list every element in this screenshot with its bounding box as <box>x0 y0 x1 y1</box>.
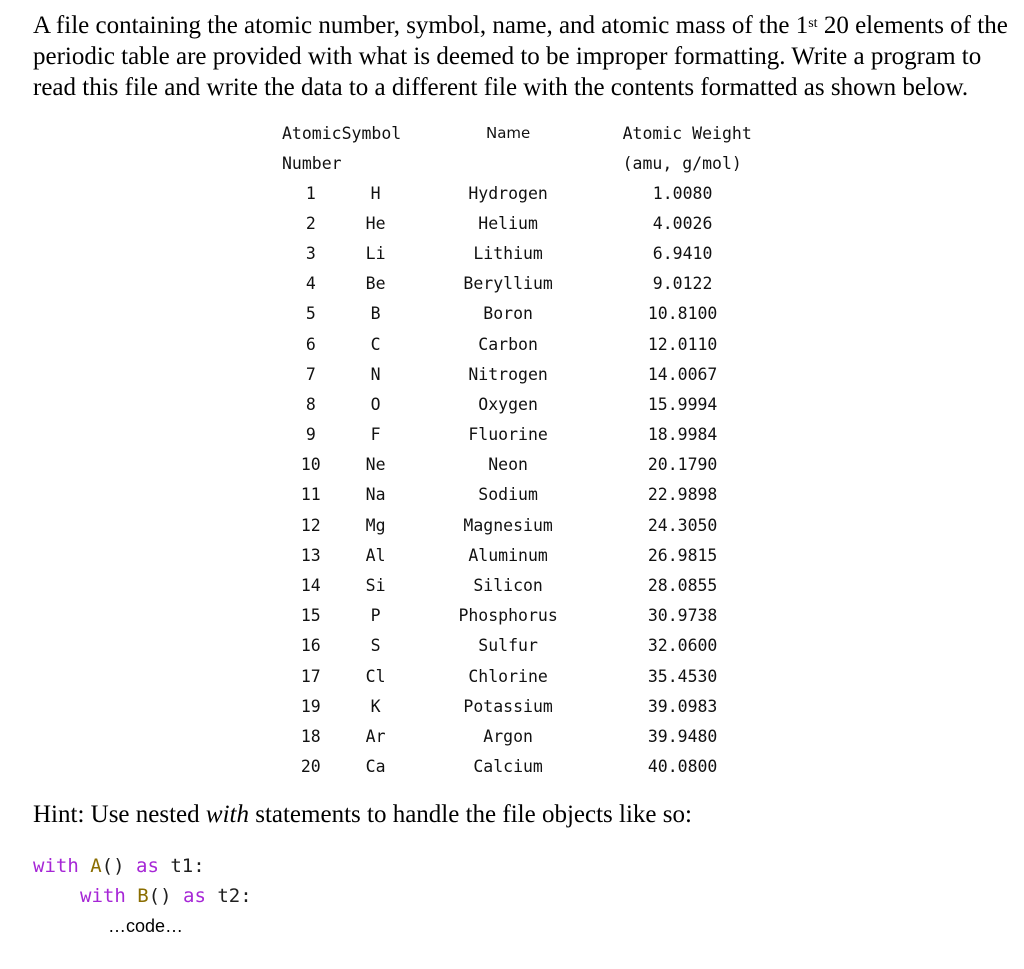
element-name-cell: Helium <box>478 213 538 233</box>
symbol-cell: K <box>370 696 381 716</box>
table-row <box>280 420 759 450</box>
element-name-cell: Silicon <box>473 576 543 596</box>
symbol-cell: H <box>370 183 381 203</box>
atomic-weight-cell: 32.0600 <box>647 636 718 656</box>
call-parens: () <box>148 885 172 907</box>
code-line-2 <box>33 881 252 911</box>
atomic-weight-cell: 26.9815 <box>647 545 718 565</box>
element-name-cell: Chlorine <box>468 666 548 686</box>
element-name-cell: Magnesium <box>463 515 553 535</box>
element-name-cell: Potassium <box>463 696 553 716</box>
hint-end: statements to handle the file objects like so: <box>248 801 692 828</box>
symbol-cell: Cl <box>365 666 386 686</box>
header-units: (amu, g/mol) <box>622 153 742 173</box>
symbol-cell: Al <box>365 545 386 565</box>
symbol-cell: C <box>370 334 381 354</box>
code-line-3: …code… <box>108 916 184 936</box>
element-name-cell: Neon <box>488 455 528 475</box>
atomic-number-cell: 17 <box>300 666 321 686</box>
hint-emphasis: with <box>205 801 249 828</box>
table-row <box>280 329 759 359</box>
variable-name: t2 <box>217 885 241 907</box>
element-name-cell: Fluorine <box>468 425 548 445</box>
element-name-cell: Argon <box>483 726 533 746</box>
problem-text-end: 20 elements of the periodic table are provided with what is deemed to be improper formatting. Write a program to read this file and write the data to a different file with the contents formatted as shown below. <box>33 12 1008 101</box>
table-row <box>280 691 759 721</box>
element-name-cell: Phosphorus <box>458 606 558 626</box>
element-name-cell: Calcium <box>473 757 543 777</box>
code-line-1 <box>33 851 252 881</box>
atomic-number-cell: 4 <box>305 274 316 294</box>
atomic-number-cell: 3 <box>305 243 316 263</box>
element-name-cell: Boron <box>483 304 533 324</box>
table-row <box>280 238 759 268</box>
header-row-2 <box>280 148 759 178</box>
element-name-cell: Aluminum <box>468 545 548 565</box>
element-name-cell: Carbon <box>478 334 538 354</box>
keyword-with: with <box>33 855 79 877</box>
table-row <box>280 752 759 782</box>
symbol-cell: O <box>370 394 381 414</box>
function-name: B <box>137 885 149 907</box>
atomic-weight-cell: 30.9738 <box>647 606 718 626</box>
atomic-weight-cell: 24.3050 <box>647 515 718 535</box>
atomic-weight-cell: 18.9984 <box>647 425 718 445</box>
header-row-1 <box>280 118 759 148</box>
symbol-cell: F <box>370 425 381 445</box>
table-row <box>280 389 759 419</box>
atomic-weight-cell: 20.1790 <box>647 455 718 475</box>
ordinal-suffix: st <box>808 16 818 31</box>
table-row <box>280 480 759 510</box>
atomic-weight-cell: 15.9994 <box>647 394 718 414</box>
atomic-number-cell: 5 <box>305 304 316 324</box>
colon: : <box>193 855 205 877</box>
symbol-cell: Mg <box>365 515 386 535</box>
symbol-cell: P <box>370 606 381 626</box>
atomic-weight-cell: 12.0110 <box>647 334 718 354</box>
element-name-cell: Hydrogen <box>468 183 548 203</box>
keyword-as: as <box>183 885 206 907</box>
symbol-cell: Ne <box>365 455 386 475</box>
symbol-cell: N <box>370 364 381 384</box>
atomic-number-cell: 1 <box>305 183 316 203</box>
atomic-number-cell: 19 <box>300 696 321 716</box>
atomic-number-cell: 9 <box>305 425 316 445</box>
symbol-cell: Ar <box>365 726 386 746</box>
symbol-cell: Si <box>365 576 386 596</box>
keyword-as: as <box>136 855 159 877</box>
table-row <box>280 299 759 329</box>
element-name-cell: Lithium <box>473 243 543 263</box>
atomic-weight-cell: 40.0800 <box>647 757 718 777</box>
element-name-cell: Oxygen <box>478 394 538 414</box>
call-parens: () <box>101 855 125 877</box>
symbol-cell: Be <box>365 274 386 294</box>
atomic-weight-cell: 39.9480 <box>647 726 718 746</box>
hint-start: Hint: Use nested <box>33 801 206 828</box>
atomic-number-cell: 14 <box>300 576 321 596</box>
table-row <box>280 540 759 570</box>
table-row <box>280 631 759 661</box>
element-name-cell: Nitrogen <box>468 364 548 384</box>
atomic-weight-cell: 39.0983 <box>647 696 718 716</box>
atomic-weight-cell: 14.0067 <box>647 364 718 384</box>
element-name-cell: Beryllium <box>463 274 553 294</box>
atomic-number-cell: 2 <box>305 213 316 233</box>
atomic-weight-cell: 28.0855 <box>647 576 718 596</box>
atomic-weight-cell: 9.0122 <box>652 274 713 294</box>
hint-text <box>33 801 692 829</box>
table-row <box>280 359 759 389</box>
element-name-cell: Sulfur <box>478 636 538 656</box>
atomic-number-cell: 6 <box>305 334 316 354</box>
table-row <box>280 661 759 691</box>
problem-statement <box>33 10 1008 103</box>
atomic-number-cell: 7 <box>305 364 316 384</box>
code-snippet <box>33 851 252 941</box>
keyword-with: with <box>80 885 126 907</box>
atomic-number-cell: 13 <box>300 545 321 565</box>
header-atomic-weight: Atomic Weight <box>622 123 752 143</box>
atomic-weight-cell: 1.0080 <box>652 183 713 203</box>
table-row <box>280 208 759 238</box>
function-name: A <box>90 855 102 877</box>
element-name-cell: Sodium <box>478 485 538 505</box>
colon: : <box>240 885 252 907</box>
atomic-number-cell: 20 <box>300 757 321 777</box>
atomic-number-cell: 10 <box>300 455 321 475</box>
atomic-weight-cell: 6.9410 <box>652 243 713 263</box>
table-row <box>280 721 759 751</box>
symbol-cell: He <box>365 213 386 233</box>
header-symbol: Symbol <box>341 123 402 143</box>
atomic-number-cell: 8 <box>305 394 316 414</box>
table-row <box>280 450 759 480</box>
atomic-weight-cell: 22.9898 <box>647 485 718 505</box>
symbol-cell: Li <box>365 243 386 263</box>
atomic-weight-cell: 10.8100 <box>647 304 718 324</box>
atomic-number-cell: 18 <box>300 726 321 746</box>
atomic-weight-cell: 35.4530 <box>647 666 718 686</box>
table-body <box>280 178 759 782</box>
table-row <box>280 570 759 600</box>
atomic-number-cell: 16 <box>300 636 321 656</box>
table-row <box>280 601 759 631</box>
header-name: Name <box>485 124 531 142</box>
symbol-cell: Na <box>365 485 386 505</box>
variable-name: t1 <box>170 855 194 877</box>
atomic-number-cell: 12 <box>300 515 321 535</box>
table-row <box>280 269 759 299</box>
atomic-weight-cell: 4.0026 <box>652 213 713 233</box>
elements-table <box>280 118 759 782</box>
symbol-cell: B <box>370 304 381 324</box>
table-row <box>280 178 759 208</box>
header-number: Number <box>282 153 342 173</box>
symbol-cell: S <box>370 636 381 656</box>
problem-text-start: A file containing the atomic number, symbol, name, and atomic mass of the 1 <box>33 12 809 39</box>
atomic-number-cell: 11 <box>300 485 321 505</box>
symbol-cell: Ca <box>365 757 386 777</box>
header-atomic: Atomic <box>282 123 342 143</box>
atomic-number-cell: 15 <box>300 606 321 626</box>
table-row <box>280 510 759 540</box>
